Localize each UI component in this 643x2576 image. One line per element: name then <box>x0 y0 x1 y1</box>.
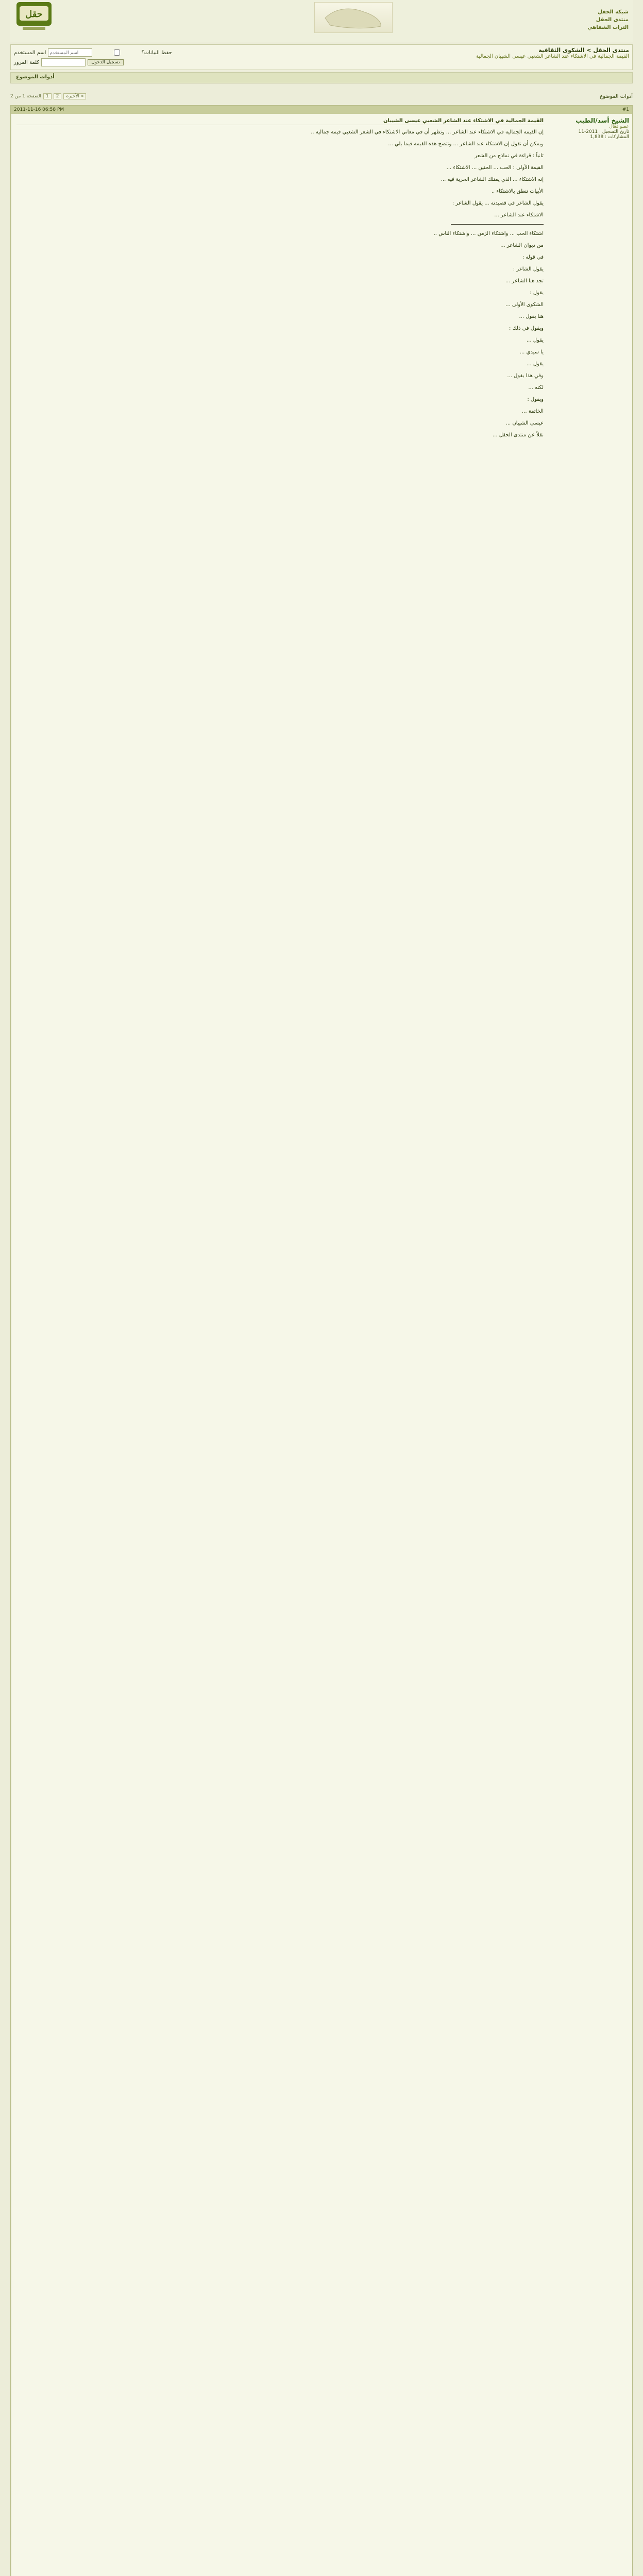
post-paragraph: في قوله : <box>522 255 544 260</box>
post-paragraph: يا سيدي ... <box>519 349 544 355</box>
password-label: كلمة المرور <box>14 59 40 65</box>
breadcrumb <box>260 47 629 67</box>
post-paragraphs <box>16 128 544 439</box>
page-link-last[interactable]: الأخيرة « <box>63 93 86 99</box>
top-link[interactable]: التراث الشفاهي <box>587 25 629 30</box>
top-link[interactable]: شبكة الحقل <box>598 9 629 15</box>
post-paragraph: يقول : <box>530 290 544 296</box>
top-link[interactable]: منتدى الحقل <box>596 17 629 23</box>
post-paragraph: وفي هذا يقول ... <box>507 373 544 379</box>
post-paragraph: الخاتمة ... <box>522 409 544 414</box>
login-button[interactable]: تسجيل الدخول <box>88 59 123 65</box>
post-paragraph: ثانياً : قراءة في نماذج من الشعر <box>475 153 544 159</box>
nav-item[interactable]: أدوات الموضوع <box>16 74 55 80</box>
username-input[interactable] <box>48 48 92 57</box>
post-paragraph: من ديوان الشاعر ... <box>500 243 544 248</box>
navbar <box>10 72 633 83</box>
thread-toolbar <box>10 91 633 102</box>
post-paragraph: إن القيمة الجمالية في الاشتكاء عند الشاعر ... وتظهر أن في معاني الاشتكاء في الشعر الشعبي قيمة جمالية .. <box>311 129 544 135</box>
post-paragraph: إنه الاشتكاء ... الذي يمتلك الشاعر الحرية فيه ... <box>441 177 544 182</box>
post-title: القيمة الجمالية في الاشتكاء عند الشاعر الشعبي عيسى الشيبان <box>16 118 544 125</box>
user-info <box>549 114 632 2576</box>
post-paragraph: الأبيات تنطق بالاشتكاء .. <box>491 189 544 194</box>
user-rank: عضو فعّال <box>609 124 629 129</box>
post-count: المشاركات : 1,838 <box>590 134 629 140</box>
svg-text:حقل: حقل <box>25 9 43 20</box>
map-icon <box>315 3 392 32</box>
header <box>10 0 633 42</box>
post-paragraph: ويقول في ذلك : <box>509 326 544 331</box>
page-label: الصفحة 1 من 2 <box>10 94 41 99</box>
post-header <box>11 106 632 114</box>
header-banner <box>314 2 393 33</box>
post-paragraph: الشكوى الأولى ... <box>505 302 544 308</box>
site-logo[interactable] <box>15 0 53 33</box>
logo-icon <box>15 0 53 33</box>
page-link[interactable]: 1 <box>43 93 52 99</box>
post-paragraph: اشتكاء الحب ... واشتكاء الزمن ... واشتكاء الناس .. <box>433 231 544 236</box>
top-links <box>567 8 629 31</box>
remember-label: حفظ البيانات؟ <box>141 49 172 56</box>
join-date: تاريخ التسجيل : 2011-11 <box>578 129 629 134</box>
login-form <box>14 47 235 67</box>
post-content <box>11 114 549 2576</box>
post-paragraph: الاشتكاء عند الشاعر ... <box>494 212 544 218</box>
post-paragraph: عيسى الشيبان ... <box>505 420 544 426</box>
divider <box>451 224 544 225</box>
breadcrumb-title[interactable]: منتدى الحقل > الشكوى الثقافية <box>538 47 629 54</box>
post-paragraph: يقول ... <box>527 337 544 343</box>
post-paragraph: تجد هنا الشاعر ... <box>505 278 544 284</box>
post-paragraph: يقول الشاعر في قصيدته ... يقول الشاعر : <box>452 200 544 206</box>
post-paragraph: ويمكن أن نقول إن الاشتكاء عند الشاعر ... وتتضح هذه القيمة فيما يلي ... <box>388 141 544 147</box>
breadcrumb-bar <box>10 44 633 70</box>
password-input[interactable] <box>41 58 86 66</box>
post-paragraph: يقول الشاعر : <box>513 266 544 272</box>
remember-checkbox[interactable] <box>96 49 138 56</box>
post-paragraph: نقلاً عن منتدى الحقل ... <box>492 432 544 438</box>
pagination <box>10 93 86 99</box>
post-body <box>11 114 632 2576</box>
username-label: اسم المستخدم <box>14 49 46 56</box>
post-paragraph: ويقول : <box>527 397 544 402</box>
post-paragraph: يقول ... <box>527 361 544 367</box>
post-paragraph: هنا يقول ... <box>519 314 544 319</box>
post-date: 2011-11-16 06:58 PM <box>14 107 64 112</box>
breadcrumb-current: القيمة الجمالية في الاشتكاء عند الشاعر الشعبي عيسى الشيبان الجمالية <box>476 54 629 59</box>
post-paragraph: لكنه ... <box>528 385 544 391</box>
post-number[interactable]: #1 <box>622 107 629 112</box>
thread-tools[interactable]: أدوات الموضوع <box>600 93 633 99</box>
page <box>10 0 633 2576</box>
post <box>10 105 633 2576</box>
post-paragraph: القيمة الأولى : الحب ... الحنين ... الاشتكاء ... <box>446 165 544 171</box>
username[interactable]: الشيخ أسد/الطيب <box>576 117 629 124</box>
page-link[interactable]: 2 <box>54 93 62 99</box>
